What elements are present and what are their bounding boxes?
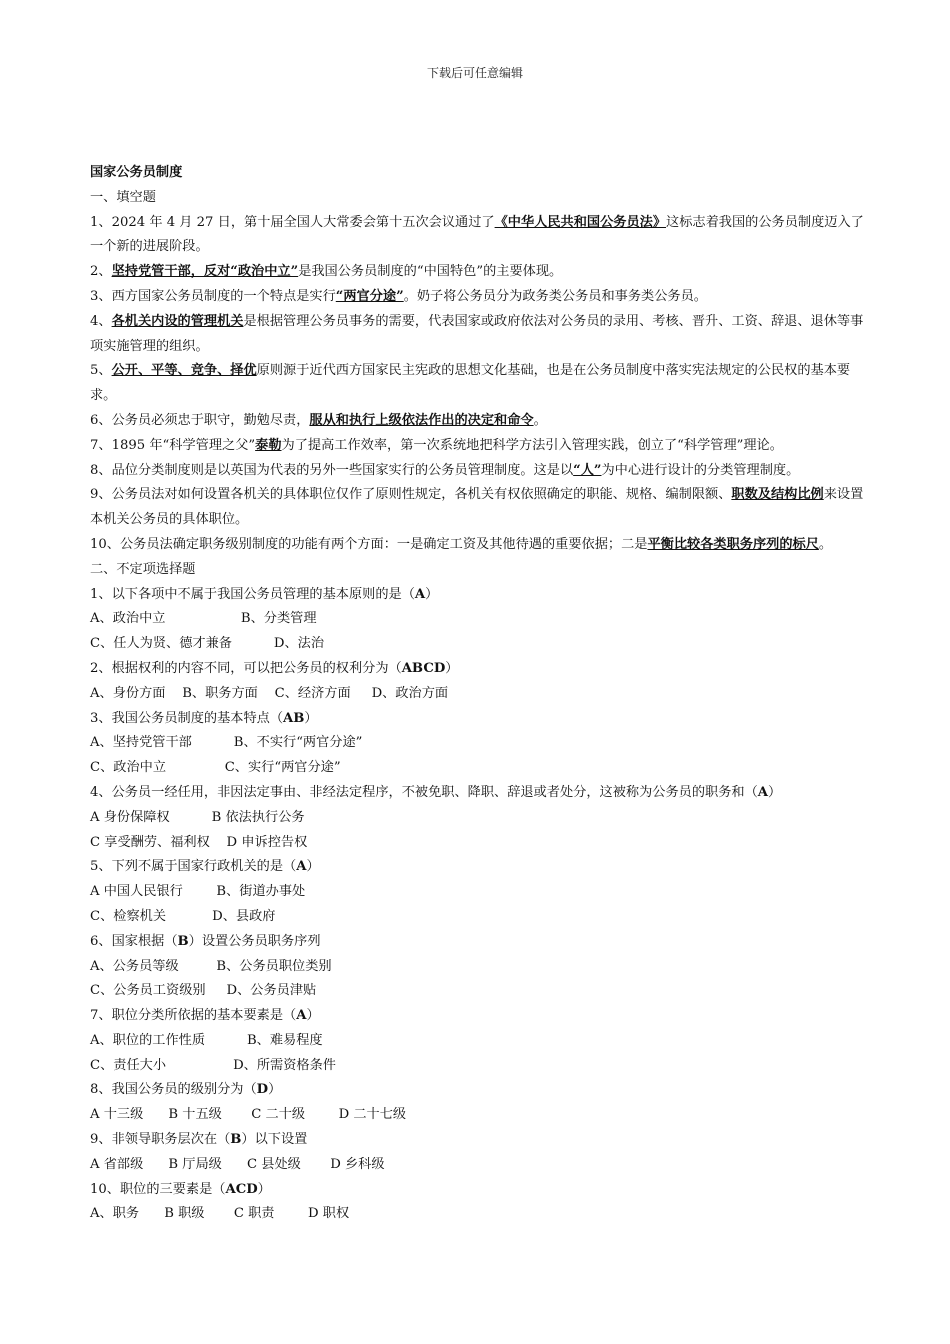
fill-text: 来设置本机关公务员的具体职位。 — [90, 487, 864, 528]
fill-text: 为中心进行设计的分类管理制度。 — [601, 462, 800, 478]
question-text: 8、我国公务员的级别分为（ — [90, 1082, 257, 1098]
question-text: 7、职位分类所依据的基本要素是（ — [90, 1008, 297, 1024]
fill-text: 8、品位分类制度则是以英国为代表的另外一些国家实行的公务员管理制度。这是以 — [90, 462, 574, 478]
question-text: ） — [268, 1082, 282, 1098]
question-options: A、身份方面 B、职务方面 C、经济方面 D、政治方面 — [90, 685, 449, 701]
question-text: ） — [257, 1181, 271, 1197]
fill-text: 。 — [818, 536, 833, 552]
fill-answer: 平衡比较各类职务序列的标尺 — [647, 536, 819, 552]
question-text: 6、国家根据（ — [90, 933, 178, 949]
question-stem — [90, 1128, 870, 1153]
question-options: C、政治中立 C、实行“两官分途” — [90, 760, 341, 776]
fill-text: 7、1895 年“科学管理之父” — [90, 437, 256, 453]
question-text: 10、职位的三要素是（ — [90, 1181, 226, 1197]
fill-item — [90, 285, 870, 310]
question-answer: A — [414, 586, 426, 602]
question-text: 4、公务员一经任用，非因法定事由、非经法定程序，不被免职、降职、辞退或者处分，这被称为公务员的职务和（ — [90, 784, 758, 800]
question-text: 3、我国公务员制度的基本特点（ — [90, 710, 284, 726]
fill-text: 原则源于近代西方国家民主宪政的思想文化基础，也是在公务员制度中落实宪法规定的公民权的基本要求。 — [90, 363, 851, 404]
fill-text: 4、 — [90, 313, 112, 329]
question-options: C 享受酬劳、福利权 D 申诉控告权 — [90, 834, 308, 850]
question-text: 1、以下各项中不属于我国公务员管理的基本原则的是（ — [90, 586, 415, 602]
fill-text: 10、公务员法确定职务级别制度的功能有两个方面：一是确定工资及其他待遇的重要依据；二是 — [90, 536, 648, 552]
question-options: A 中国人民银行 B、街道办事处 — [90, 884, 306, 900]
question-text: 9、非领导职务层次在（ — [90, 1132, 231, 1148]
question-options: C、责任大小 D、所需资格条件 — [90, 1057, 336, 1073]
question-text: ）以下设置 — [241, 1132, 308, 1148]
question-answer: ACD — [225, 1181, 258, 1197]
question-answer: A — [757, 784, 768, 800]
fill-item — [90, 211, 870, 261]
question-text: ） — [306, 1008, 320, 1024]
question-text: 2、根据权利的内容不同，可以把公务员的权利分为（ — [90, 660, 402, 676]
question-options: A 省部级 B 厅局级 C 县处级 D 乡科级 — [90, 1156, 385, 1172]
question-options: A 十三级 B 十五级 C 二十级 D 二十七级 — [90, 1107, 407, 1123]
question-answer: A — [296, 859, 307, 875]
fill-item — [90, 434, 870, 459]
fill-answer: 《中华人民共和国公务员法》 — [494, 214, 667, 230]
fill-item — [90, 260, 870, 285]
choice-question-list — [90, 583, 870, 1228]
question-text: 5、下列不属于国家行政机关的是（ — [90, 859, 297, 875]
question-stem — [90, 930, 870, 955]
question-options: C、公务员工资级别 D、公务员津贴 — [90, 983, 317, 999]
fill-text: 9、公务员法对如何设置各机关的具体职位仅作了原则性规定，各机关有权依照确定的职能、规格、编制限额、 — [90, 487, 732, 503]
document-body — [90, 161, 870, 1227]
question-options: C、检察机关 D、县政府 — [90, 908, 276, 924]
question-answer: B — [177, 933, 189, 949]
question-answer: A — [296, 1008, 307, 1024]
question-stem — [90, 1004, 870, 1029]
question-options: A、职位的工作性质 B、难易程度 — [90, 1032, 323, 1048]
fill-answer: 泰勒 — [255, 437, 282, 453]
question-answer: ABCD — [401, 660, 446, 676]
fill-item — [90, 359, 870, 409]
question-stem — [90, 583, 870, 608]
question-options: A、职务 B 职级 C 职责 D 职权 — [90, 1206, 350, 1222]
question-options: C、任人为贤、德才兼备 D、法治 — [90, 636, 325, 652]
fill-item — [90, 310, 870, 360]
question-text: ） — [425, 586, 439, 602]
question-stem — [90, 657, 870, 682]
fill-text: 2、 — [90, 264, 112, 280]
fill-text: 1、2024 年 4 月 27 日，第十届全国人大常委会第十五次会议通过了 — [90, 214, 495, 230]
question-text: ） — [768, 784, 782, 800]
fill-text: 。 — [533, 412, 547, 428]
question-answer: AB — [283, 710, 305, 726]
fill-item — [90, 483, 870, 533]
fill-answer: 服从和执行上级依法作出的决定和命令 — [309, 412, 534, 428]
section-choice-heading: 二、不定项选择题 — [90, 561, 196, 577]
fill-text: 是根据管理公务员事务的需要，代表国家或政府依法对公务员的录用、考核、晋升、工资、辞退、退休等事项实施管理的组织。 — [90, 313, 864, 354]
fill-text: 这标志着我国的公务员制度迈入了一个新的进展阶段。 — [90, 214, 864, 255]
question-text: ） — [304, 710, 318, 726]
document-title: 国家公务员制度 — [90, 165, 183, 180]
fill-text: 5、 — [90, 363, 112, 379]
fill-text: 为了提高工作效率，第一次系统地把科学方法引入管理实践，创立了“科学管理”理论。 — [281, 437, 783, 453]
fill-item — [90, 409, 870, 434]
fill-text: 6、公务员必须忠于职守，勤勉尽责， — [90, 412, 310, 428]
question-text: ） — [306, 859, 320, 875]
fill-item — [90, 459, 870, 484]
question-answer: B — [230, 1132, 242, 1148]
page-header: 下载后可任意编辑 — [426, 66, 523, 80]
question-stem — [90, 781, 870, 806]
fill-answer: 职数及结构比例 — [731, 487, 824, 503]
question-options: A、政治中立 B、分类管理 — [90, 611, 317, 627]
fill-text: 3、西方国家公务员制度的一个特点是实行 — [90, 288, 336, 304]
fill-in-list — [90, 211, 870, 558]
fill-item — [90, 533, 870, 558]
fill-text: 。奶子将公务员分为政务类公务员和事务类公务员。 — [403, 288, 707, 304]
question-stem — [90, 707, 870, 732]
fill-answer: 公开、平等、竞争、择优 — [111, 363, 257, 379]
fill-answer: 坚持党管干部，反对“政治中立” — [111, 264, 299, 280]
question-options: A、公务员等级 B、公务员职位类别 — [90, 958, 332, 974]
question-stem — [90, 855, 870, 880]
section-fill-heading: 一、填空题 — [90, 189, 156, 205]
question-text: ） — [445, 660, 459, 676]
fill-answer: 各机关内设的管理机关 — [111, 313, 244, 329]
fill-text: 是我国公务员制度的“中国特色”的主要体现。 — [298, 264, 563, 280]
question-answer: D — [256, 1082, 269, 1098]
fill-answer: “两官分途” — [335, 288, 404, 304]
question-options: A、坚持党管干部 B、不实行“两官分途” — [90, 735, 363, 751]
question-stem — [90, 1178, 870, 1203]
question-stem — [90, 1078, 870, 1103]
fill-answer: “人” — [573, 462, 602, 478]
question-options: A 身份保障权 B 依法执行公务 — [90, 809, 305, 825]
question-text: ）设置公务员职务序列 — [188, 933, 321, 949]
